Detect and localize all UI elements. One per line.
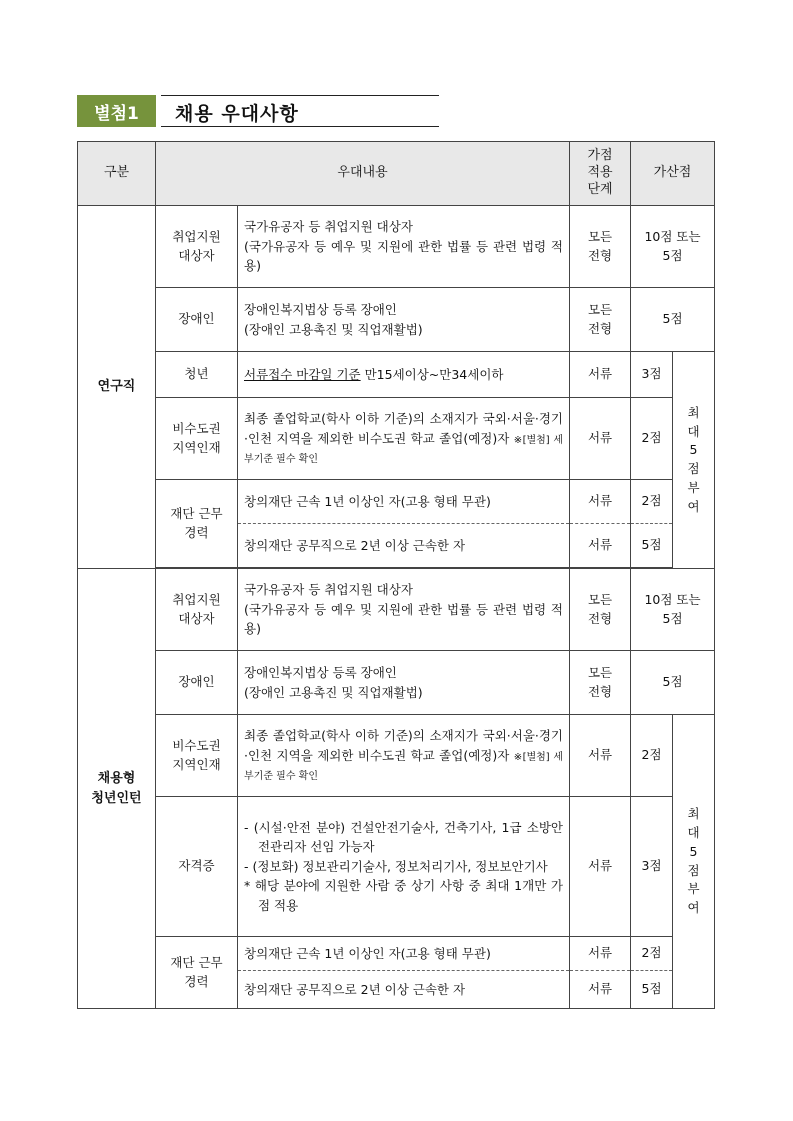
- row-content: 최종 졸업학교(학사 이하 기준)의 소재지가 국외·서울·경기·인천 지역을 제외한 비수도권 학교 졸업(예정)자 ※[별첨] 세부기준 필수 확인: [238, 715, 570, 797]
- row-content: [238, 797, 570, 937]
- row-points: 2점: [631, 715, 673, 797]
- sub-category: 청년: [156, 352, 238, 398]
- row-stage: 모든 전형: [570, 206, 631, 288]
- row-points: 2점: [631, 937, 673, 971]
- sub-category: 취업지원 대상자: [156, 206, 238, 288]
- sub-category: 취업지원 대상자: [156, 569, 238, 651]
- sub-category: 재단 근무 경력: [156, 937, 238, 1009]
- page-header: [77, 95, 439, 127]
- sub-category: 장애인: [156, 651, 238, 715]
- row-stage: 모든 전형: [570, 651, 631, 715]
- table-header-row: [78, 142, 715, 206]
- certificate-list: [244, 818, 563, 915]
- note-text: ※[별첨] 세부기준 필수 확인: [244, 751, 564, 783]
- col-header-stage: 가점 적용 단계: [570, 142, 631, 206]
- sub-category: 비수도권 지역인재: [156, 398, 238, 480]
- attachment-badge: 별첨1: [77, 95, 156, 127]
- preference-table: [77, 141, 715, 1009]
- max-points-note: 최 대 5 점 부 여: [673, 715, 715, 1009]
- row-stage: 서류: [570, 715, 631, 797]
- section-label: 연구직: [78, 206, 156, 569]
- page-title: 채용 우대사항: [175, 103, 299, 125]
- row-stage: 서류: [570, 797, 631, 937]
- row-points: 5점: [631, 971, 673, 1009]
- table-row: [78, 569, 715, 651]
- row-stage: 서류: [570, 352, 631, 398]
- row-points: 10점 또는 5점: [631, 206, 715, 288]
- sub-category: 장애인: [156, 288, 238, 352]
- list-item: - (시설·안전 분야) 건설안전기술사, 건축기사, 1급 소방안전관리자 선임 가능자: [244, 820, 564, 855]
- row-stage: 서류: [570, 971, 631, 1009]
- row-content: 최종 졸업학교(학사 이하 기준)의 소재지가 국외·서울·경기·인천 지역을 제외한 비수도권 학교 졸업(예정)자 ※[별첨] 세부기준 필수 확인: [238, 398, 570, 480]
- row-points: 2점: [631, 398, 673, 480]
- row-content: 국가유공자 등 취업지원 대상자 (국가유공자 등 예우 및 지원에 관한 법률 등 관련 법령 적용): [238, 569, 570, 651]
- row-content: 서류접수 마감일 기준 만15세이상~만34세이하: [238, 352, 570, 398]
- table-row: [78, 937, 715, 971]
- sub-category: 재단 근무 경력: [156, 480, 238, 568]
- list-item: * 해당 분야에 지원한 사람 중 상기 사항 중 최대 1개만 가점 적용: [244, 878, 564, 913]
- sub-category: 자격증: [156, 797, 238, 937]
- title-box: [161, 95, 439, 127]
- table-row: [78, 398, 715, 480]
- row-stage: 서류: [570, 524, 631, 568]
- row-content: 장애인복지법상 등록 장애인 (장애인 고용촉진 및 직업재활법): [238, 288, 570, 352]
- row-content: 창의재단 공무직으로 2년 이상 근속한 자: [238, 524, 570, 568]
- row-content: 국가유공자 등 취업지원 대상자 (국가유공자 등 예우 및 지원에 관한 법률 등 관련 법령 적용): [238, 206, 570, 288]
- section-label: 채용형 청년인턴: [78, 569, 156, 1009]
- table-row: [78, 651, 715, 715]
- row-points: 5점: [631, 651, 715, 715]
- col-header-content: 우대내용: [156, 142, 570, 206]
- table-row: [78, 352, 715, 398]
- row-stage: 서류: [570, 937, 631, 971]
- col-header-category: 구분: [78, 142, 156, 206]
- row-content: 창의재단 공무직으로 2년 이상 근속한 자: [238, 971, 570, 1009]
- note-text: ※[별첨] 세부기준 필수 확인: [244, 434, 564, 466]
- row-content: 장애인복지법상 등록 장애인 (장애인 고용촉진 및 직업재활법): [238, 651, 570, 715]
- row-stage: 모든 전형: [570, 569, 631, 651]
- row-content: 창의재단 근속 1년 이상인 자(고용 형태 무관): [238, 480, 570, 524]
- row-points: 3점: [631, 352, 673, 398]
- sub-category: 비수도권 지역인재: [156, 715, 238, 797]
- list-item: - (정보화) 정보관리기술사, 정보처리기사, 정보보안기사: [244, 858, 548, 874]
- row-stage: 모든 전형: [570, 288, 631, 352]
- table-row: [78, 206, 715, 288]
- col-header-points: 가산점: [631, 142, 715, 206]
- max-points-note: 최 대 5 점 부 여: [673, 352, 715, 569]
- table-row: [78, 797, 715, 937]
- table-row: [78, 480, 715, 524]
- table-row: [78, 715, 715, 797]
- row-points: 5점: [631, 524, 673, 568]
- row-points: 3점: [631, 797, 673, 937]
- table-row: [78, 288, 715, 352]
- row-content: 창의재단 근속 1년 이상인 자(고용 형태 무관): [238, 937, 570, 971]
- row-stage: 서류: [570, 480, 631, 524]
- row-points: 2점: [631, 480, 673, 524]
- row-stage: 서류: [570, 398, 631, 480]
- row-points: 5점: [631, 288, 715, 352]
- row-points: 10점 또는 5점: [631, 569, 715, 651]
